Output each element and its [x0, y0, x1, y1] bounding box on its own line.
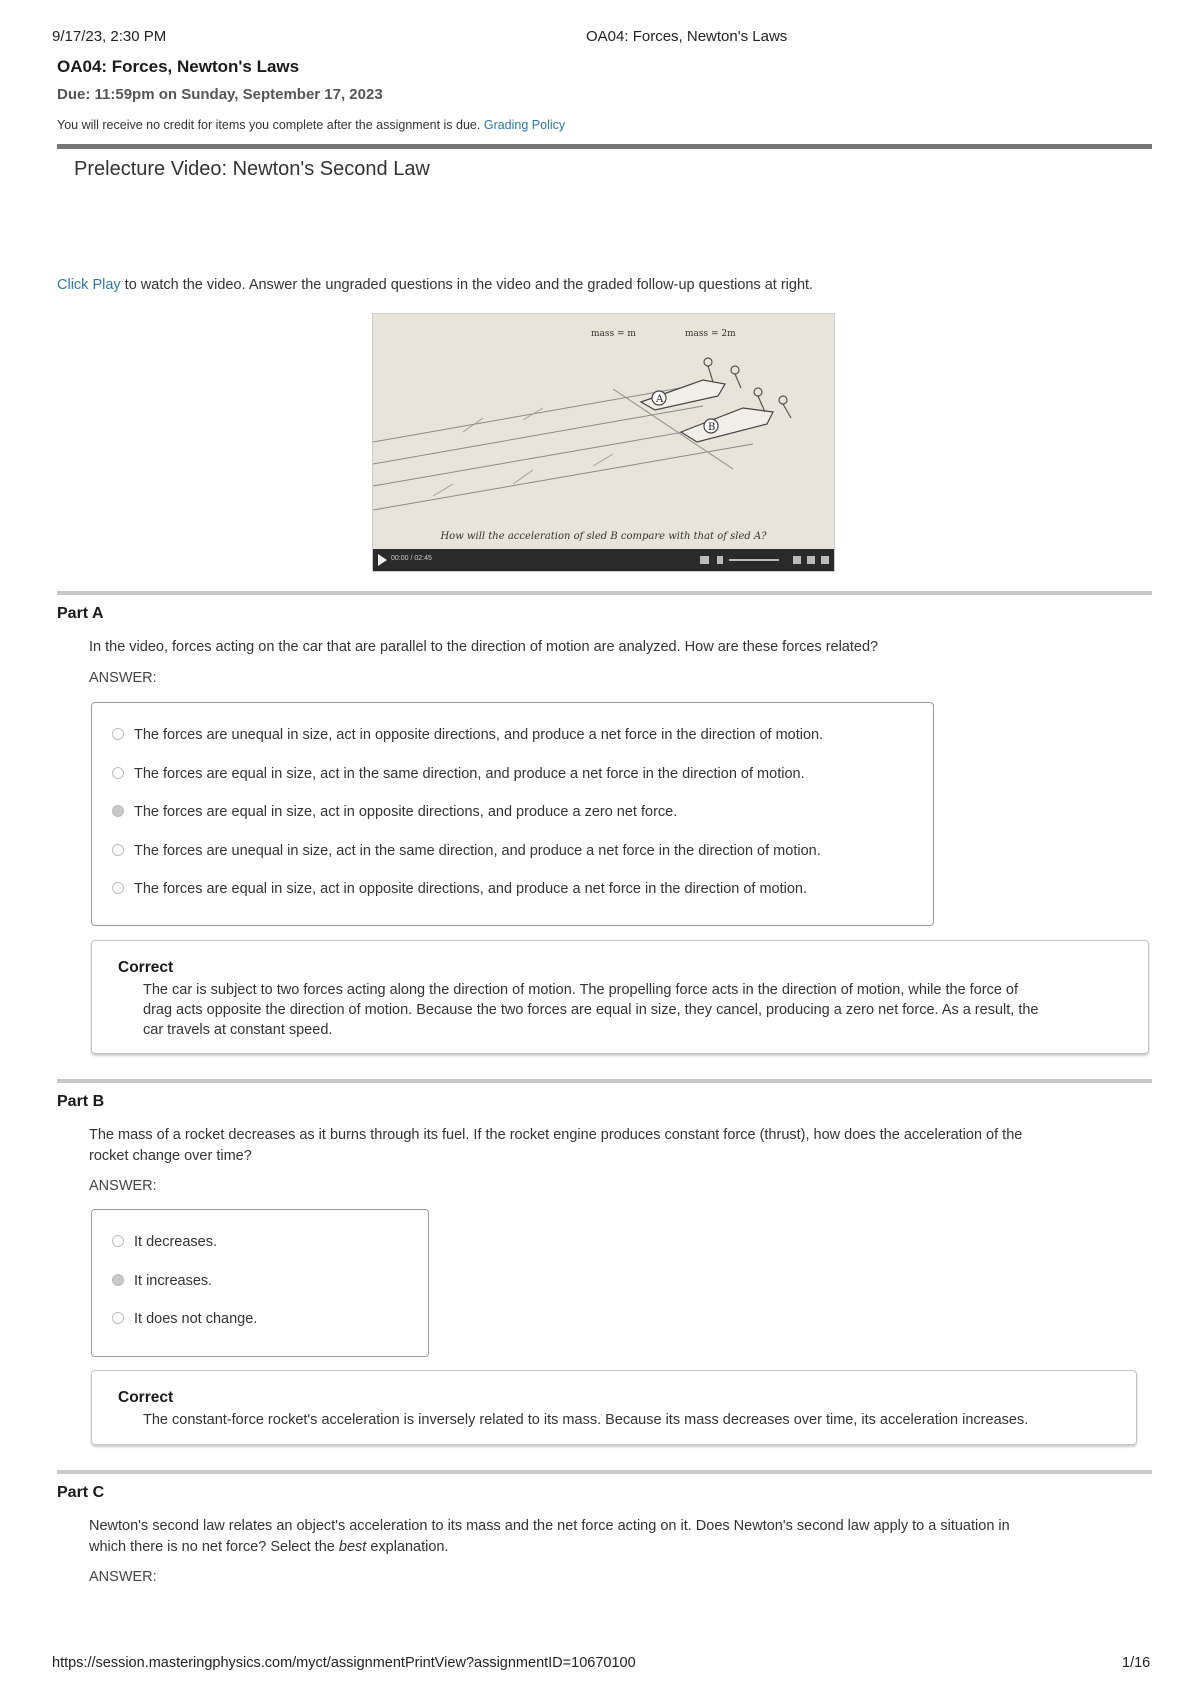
- video-time: 00:00 / 02:45: [391, 555, 432, 562]
- feedback-text: [143, 1410, 1028, 1430]
- video-instructions-text: to watch the video. Answer the ungraded questions in the video and the graded follow-up questions at right.: [120, 277, 814, 293]
- video-frame-illustration: [373, 314, 835, 551]
- radio-button[interactable]: [112, 844, 124, 856]
- header-divider: [57, 144, 1152, 149]
- part-c-label: Part C: [57, 1484, 105, 1501]
- question-line: Newton's second law relates an object's acceleration to its mass and the net force acting on it. Does Newton's second law apply to a situation in: [89, 1518, 1010, 1534]
- video-caption: How will the acceleration of sled B compare with that of sled A?: [440, 531, 767, 542]
- part-b-choice-2[interactable]: [112, 1273, 212, 1289]
- radio-button-selected[interactable]: [112, 805, 124, 817]
- feedback-title: Correct: [118, 1389, 174, 1406]
- question-line: [89, 1537, 1149, 1558]
- download-icon[interactable]: [807, 556, 815, 564]
- choice-text: It increases.: [134, 1273, 213, 1289]
- part-b-feedback: [91, 1370, 1137, 1445]
- assignment-title: OA04: Forces, Newton's Laws: [57, 57, 300, 76]
- part-a-choice-5[interactable]: [112, 881, 807, 897]
- fullscreen-icon[interactable]: [821, 556, 829, 564]
- print-page-title: OA04: Forces, Newton's Laws: [586, 28, 788, 45]
- part-b-divider: [57, 1079, 1152, 1083]
- part-b-answer-label: ANSWER:: [89, 1178, 157, 1194]
- radio-button[interactable]: [112, 1235, 124, 1247]
- svg-text:B: B: [708, 422, 716, 433]
- print-url: https://session.masteringphysics.com/myct/assignmentPrintView?assignmentID=10670100: [52, 1655, 636, 1671]
- radio-button[interactable]: [112, 767, 124, 779]
- part-a-choice-3[interactable]: [112, 804, 677, 820]
- part-b-choices: [91, 1209, 429, 1357]
- part-a-label: Part A: [57, 605, 104, 622]
- part-b-choice-1[interactable]: [112, 1234, 217, 1250]
- part-a-answer-label: ANSWER:: [89, 670, 157, 686]
- volume-icon[interactable]: [717, 556, 723, 564]
- settings-icon[interactable]: [793, 556, 801, 564]
- part-a-choice-1[interactable]: [112, 727, 823, 743]
- part-a-feedback: [91, 940, 1149, 1054]
- feedback-line: The constant-force rocket's acceleration is inversely related to its mass. Because its mass decreases over time, its acceleration increases.: [143, 1412, 1029, 1428]
- choice-text: The forces are equal in size, act in the same direction, and produce a net force in the direction of motion.: [134, 766, 805, 782]
- video-instructions: [57, 277, 813, 293]
- part-a-choice-4[interactable]: [112, 843, 821, 859]
- choice-text: The forces are unequal in size, act in opposite directions, and produce a net force in the direction of motion.: [134, 727, 824, 743]
- part-b-choice-3[interactable]: [112, 1311, 257, 1327]
- video-player[interactable]: [372, 313, 835, 572]
- page-number: 1/16: [1122, 1655, 1151, 1671]
- captions-icon[interactable]: [700, 556, 709, 564]
- choice-text: The forces are unequal in size, act in the same direction, and produce a net force in the direction of motion.: [134, 843, 821, 859]
- question-emphasis: best: [338, 1539, 367, 1555]
- radio-button[interactable]: [112, 728, 124, 740]
- choice-text: The forces are equal in size, act in opposite directions, and produce a zero net force.: [134, 804, 678, 820]
- late-notice: [57, 118, 565, 132]
- volume-slider[interactable]: [729, 559, 779, 561]
- play-icon[interactable]: [378, 554, 387, 566]
- part-a-divider: [57, 591, 1152, 595]
- feedback-text: [143, 980, 1038, 1040]
- choice-text: It decreases.: [134, 1234, 218, 1250]
- due-date: Due: 11:59pm on Sunday, September 17, 2023: [57, 86, 383, 103]
- late-notice-text: You will receive no credit for items you complete after the assignment is due.: [57, 118, 481, 132]
- feedback-line: car travels at constant speed.: [143, 1022, 333, 1038]
- radio-button[interactable]: [112, 882, 124, 894]
- radio-button-selected[interactable]: [112, 1274, 124, 1286]
- mass-b-label: mass = 2m: [685, 329, 736, 339]
- grading-policy-link[interactable]: Grading Policy: [483, 118, 566, 132]
- click-play-link[interactable]: Click Play: [57, 277, 121, 293]
- part-c-divider: [57, 1470, 1152, 1474]
- svg-text:A: A: [656, 394, 664, 405]
- question-line: rocket change over time?: [89, 1148, 252, 1164]
- video-controls: [373, 549, 834, 571]
- part-c-answer-label: ANSWER:: [89, 1569, 157, 1585]
- feedback-line: The car is subject to two forces acting along the direction of motion. The propelling force acts in the direction of motion, while the force of: [143, 982, 1019, 998]
- feedback-title: Correct: [118, 959, 174, 976]
- choice-text: It does not change.: [134, 1311, 258, 1327]
- part-a-choice-2[interactable]: [112, 766, 805, 782]
- print-datetime: 9/17/23, 2:30 PM: [52, 28, 167, 45]
- question-text: which there is no net force? Select the: [89, 1539, 339, 1555]
- mass-a-label: mass = m: [591, 329, 636, 339]
- part-b-question: [89, 1125, 1149, 1167]
- section-title: Prelecture Video: Newton's Second Law: [74, 158, 430, 180]
- question-text: explanation.: [366, 1539, 449, 1555]
- part-c-question: [89, 1516, 1149, 1558]
- radio-button[interactable]: [112, 1312, 124, 1324]
- part-a-choices: [91, 702, 934, 926]
- question-line: The mass of a rocket decreases as it burns through its fuel. If the rocket engine produces constant force (thrust), how does the acceleration of the: [89, 1127, 1023, 1143]
- choice-text: The forces are equal in size, act in opposite directions, and produce a net force in the direction of motion.: [134, 881, 808, 897]
- part-a-question: In the video, forces acting on the car that are parallel to the direction of motion are analyzed. How are these forces related?: [89, 639, 879, 655]
- part-b-label: Part B: [57, 1093, 105, 1110]
- feedback-line: drag acts opposite the direction of motion. Because the two forces are equal in size, they cancel, producing a zero net force. As a result, the: [143, 1002, 1039, 1018]
